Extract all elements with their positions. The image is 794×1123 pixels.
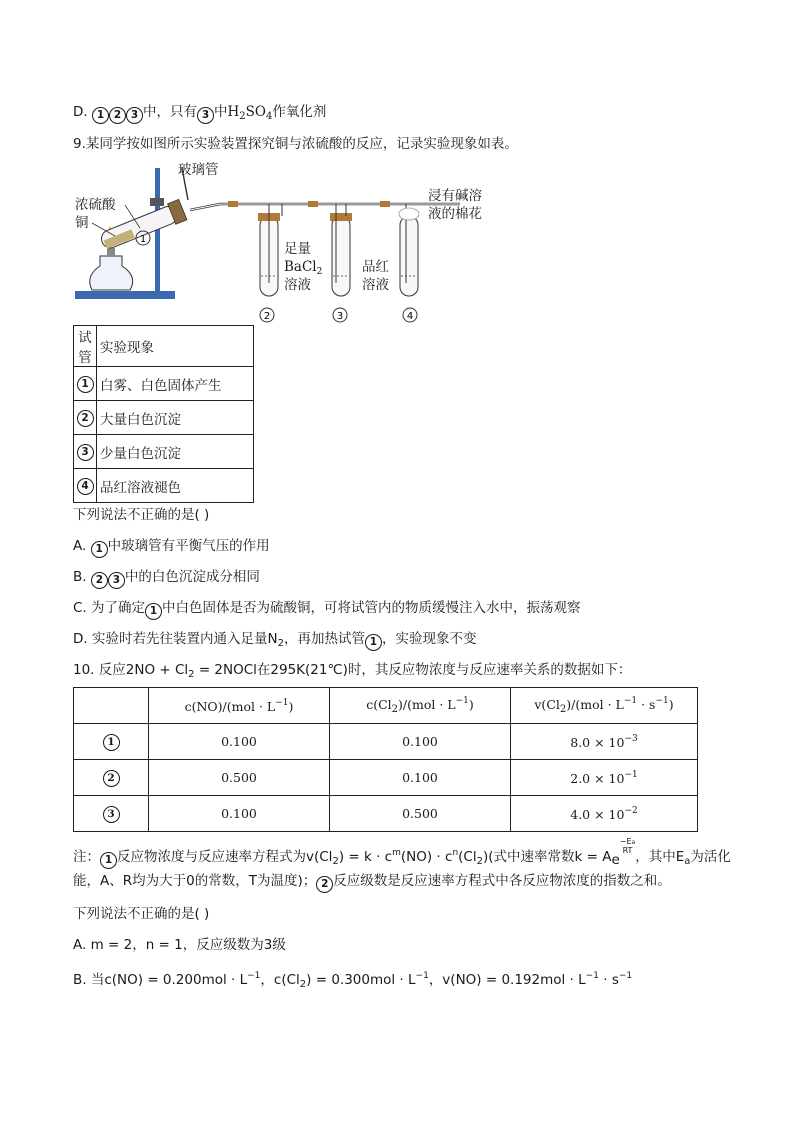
circle-number: 1 xyxy=(92,107,109,124)
table-header-row xyxy=(74,688,698,724)
option-d: D. 实验时若先往装置内通入足量$N_2$，再加热试管 1 ，实验现象不变 xyxy=(73,631,477,649)
tube-number-2: 2 xyxy=(263,311,271,322)
circle-number: 3 xyxy=(108,572,125,589)
label-cotton-1: 浸有碱溶 xyxy=(428,188,482,204)
label-cotton-2: 液的棉花 xyxy=(428,206,482,222)
circle-number: 1 xyxy=(365,634,382,651)
tube-number-3: 3 xyxy=(336,311,344,322)
label-bacl2-1: 足量 xyxy=(284,241,311,257)
label-pinhong-2: 溶液 xyxy=(362,277,389,293)
circle-number: 1 xyxy=(100,852,117,869)
label-bacl2-3: 溶液 xyxy=(284,277,311,293)
q10-option-a: A. m = 2，n = 1，反应级数为3级 xyxy=(73,937,286,953)
question-10-stem: 10. 反应$2NO + Cl_2$ = 2NOCl在295K(21℃)时，其反应物浓度与反应速率关系的数据如下： xyxy=(73,662,632,680)
circle-number: 1 xyxy=(91,541,108,558)
circle-number: 2 xyxy=(91,572,108,589)
test-tube-4 xyxy=(399,204,419,296)
circle-number: 2 xyxy=(109,107,126,124)
header-tube: 试管 xyxy=(74,326,97,367)
svg-text:BaCl2: BaCl$_2$ xyxy=(284,259,323,277)
circle-number: 3 xyxy=(77,444,94,461)
rate-data-table xyxy=(73,687,698,832)
table-row: 1 0.100 0.100 $8.0 \times 10^{-3}$ xyxy=(74,724,698,760)
table-row: 2 大量白色沉淀 xyxy=(74,401,254,435)
stand-rod xyxy=(155,168,160,294)
test-tube-2 xyxy=(258,204,282,296)
header-phenomenon: 实验现象 xyxy=(97,326,254,367)
header-v-cl2: $v(Cl_2)/(mol \cdot L^{-1} \cdot s^{-1})$ xyxy=(511,688,698,724)
circle-number: 1 xyxy=(103,734,120,751)
circle-number: 3 xyxy=(103,806,120,823)
tube-number-1: 1 xyxy=(139,234,147,245)
table-row: 4 品红溶液褪色 xyxy=(74,469,254,503)
option-d-previous: D. 1 2 3 中，只有 3 中$H_2SO_4$作氧化剂 xyxy=(73,104,327,122)
question-9-ask: 下列说法不正确的是( ) xyxy=(73,507,210,523)
test-tube-3 xyxy=(330,204,352,296)
label-copper: 铜 xyxy=(75,215,89,231)
circle-number: 2 xyxy=(77,410,94,427)
question-9-stem: 9.某同学按如图所示实验装置探究铜与浓硫酸的反应，记录实验现象如表。 xyxy=(73,136,518,152)
header-c-no: $c(NO)/(mol \cdot L^{-1})$ xyxy=(149,688,330,724)
observation-table xyxy=(73,325,254,503)
tube-number-4: 4 xyxy=(406,311,414,322)
question-10-ask: 下列说法不正确的是( ) xyxy=(73,906,210,922)
circle-number: 3 xyxy=(197,107,214,124)
option-c: C. 为了确定 1 中白色固体是否为硫酸铜，可将试管内的物质缓慢注入水中，振荡观察 xyxy=(73,599,581,620)
label-bacl2-2: BaCl xyxy=(284,259,317,275)
circle-number: 3 xyxy=(126,107,143,124)
label-glass-tube: 玻璃管 xyxy=(178,162,219,178)
alcohol-lamp xyxy=(90,256,133,290)
option-a: A. 1 中玻璃管有平衡气压的作用 xyxy=(73,537,270,558)
circle-number: 1 xyxy=(145,603,162,620)
table-row: 3 0.100 0.500 $4.0 \times 10^{-2}$ xyxy=(74,796,698,832)
cotton xyxy=(399,208,419,220)
header-c-cl2: $c(Cl_2)/(mol \cdot L^{-1})$ xyxy=(330,688,511,724)
circle-number: 1 xyxy=(77,376,94,393)
option-b: B. 2 3 中的白色沉淀成分相同 xyxy=(73,568,260,589)
experiment-apparatus-diagram xyxy=(70,158,510,328)
circle-number: 2 xyxy=(316,876,333,893)
table-row: 2 0.500 0.100 $2.0 \times 10^{-1}$ xyxy=(74,760,698,796)
table-row: 3 少量白色沉淀 xyxy=(74,435,254,469)
table-row: 1 白雾、白色固体产生 xyxy=(74,367,254,401)
circle-number: 4 xyxy=(77,478,94,495)
note-line-2: 能，A、R均为大于0的常数，T为温度)； 2 反应级数是反应速率方程式中各反应物浓度的指数之和。 xyxy=(73,872,671,893)
note-line-1: 注： 1 反应物浓度与反应速率方程式为$v(Cl_2) = k \cdot c^m(NO) \cdot c^n(Cl_2)$(式中速率常数k = Ae−Ea RT ，其中$E_a$为活化 xyxy=(73,837,731,868)
clamp xyxy=(150,198,164,206)
q10-option-b: B. 当$c(NO) = 0.200mol \cdot L^{-1}$，$c(Cl_2) = 0.300mol \cdot L^{-1}$，$v(NO) = 0.192mol \cdot L^{-1} \cdot s^{-1}$ xyxy=(73,971,633,990)
circle-number: 2 xyxy=(103,770,120,787)
label-pinhong-1: 品红 xyxy=(362,259,389,275)
label-conc-acid: 浓硫酸 xyxy=(75,197,116,213)
table-header-row xyxy=(74,326,254,367)
